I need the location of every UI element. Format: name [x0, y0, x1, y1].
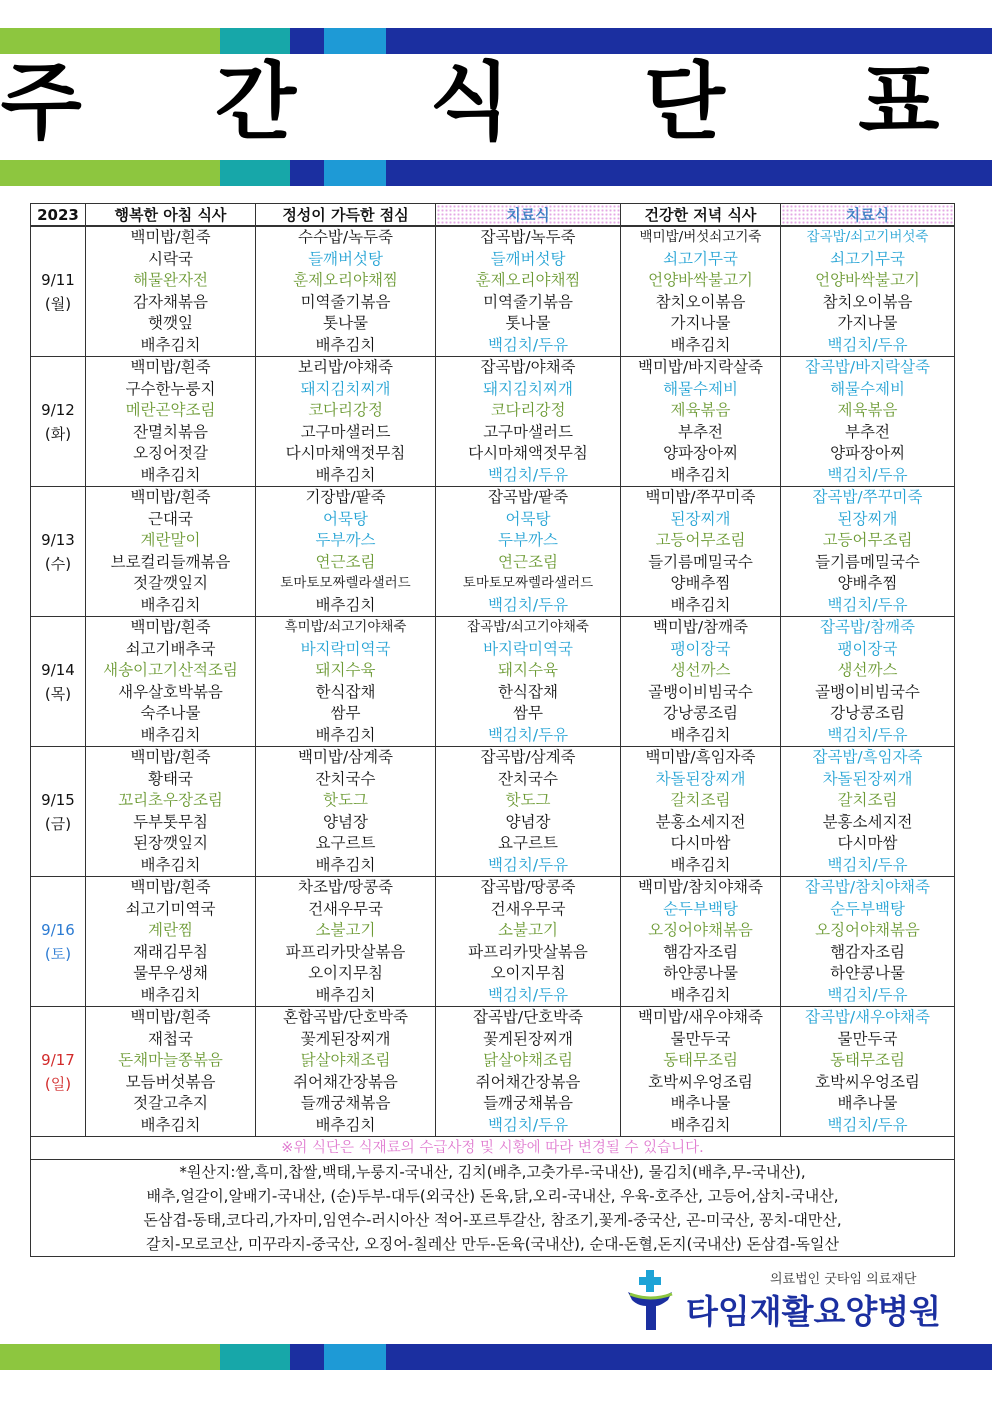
menu-item: 혼합곡밥/단호박죽: [282, 1008, 408, 1026]
menu-item: 백김치/두유: [487, 595, 569, 614]
meal-cell: [86, 357, 256, 487]
day-row: [31, 1007, 955, 1137]
menu-item: 배추김치: [670, 1115, 731, 1134]
meal-cell: [436, 747, 621, 877]
date-cell: [31, 1007, 86, 1137]
menu-item: 닭살야채조림: [483, 1051, 573, 1069]
menu-item: 핫도그: [505, 791, 551, 809]
menu-item: 오징어야채볶음: [815, 921, 920, 939]
menu-table: [30, 203, 955, 1257]
weekday-label: (화): [44, 424, 72, 443]
menu-item: 팽이장국: [670, 639, 731, 658]
menu-item: 잔멸치볶음: [133, 422, 208, 441]
date-cell: [31, 877, 86, 1007]
menu-item: 배추김치: [315, 985, 376, 1004]
menu-item: 계란말이: [140, 531, 201, 549]
menu-item: 백미밥/흰죽: [130, 618, 211, 636]
menu-item: 참치오이볶음: [822, 292, 913, 311]
menu-item: 순두부백탕: [663, 899, 738, 918]
lunch-treatment-header: 치료식: [436, 204, 621, 227]
menu-item: 차돌된장찌개: [655, 769, 746, 788]
menu-item: 동태무조림: [830, 1051, 905, 1069]
origin-line: 갈치-모로코산, 미꾸라지-중국산, 오징어-칠레산 만두-돈육(국내산), 순대-돈혈,돈지(국내산) 돈삼겹-독일산: [146, 1235, 839, 1253]
day-row: [31, 226, 955, 357]
menu-item: 배추김치: [315, 595, 376, 614]
menu-item: 코다리강정: [490, 401, 566, 419]
menu-item: 바지락미역국: [300, 639, 391, 658]
menu-item: 물만두국: [670, 1029, 731, 1048]
menu-item: 구수한누룽지: [125, 379, 216, 398]
page-title: 주 간 식 단 표: [0, 53, 992, 151]
hospital-logo-icon: [624, 1270, 684, 1330]
menu-item: 훈제오리야채찜: [293, 271, 398, 289]
weekday-label: (금): [44, 814, 72, 833]
date-label: 9/17: [41, 1050, 75, 1069]
menu-item: 잡곡밥/참깨죽: [819, 618, 916, 636]
year-header: 2023: [31, 204, 86, 227]
lunch-header: 정성이 가득한 점심: [256, 204, 436, 227]
origin-line: 배추,얼갈이,알배기-국내산, (순)두부-대두(외국산) 돈육,닭,오리-국내산, 우육-호주산, 고등어,삼치-국내산,: [146, 1187, 839, 1205]
menu-item: 오징어야채볶음: [648, 921, 753, 939]
weekday-label: (토): [44, 944, 72, 963]
menu-item: 해물수제비: [830, 379, 905, 398]
menu-item: 젓갈고추지: [133, 1094, 208, 1112]
bottom-stripe: [0, 1344, 992, 1370]
hospital-name: 타임재활요양병원: [686, 1292, 942, 1331]
menu-item: 들기름메밀국수: [648, 552, 753, 571]
menu-item: 백미밥/흰죽: [130, 748, 211, 766]
meal-cell: [86, 747, 256, 877]
menu-item: 한식잡채: [315, 682, 376, 701]
menu-item: 핫도그: [323, 791, 368, 809]
meal-cell: [256, 747, 436, 877]
menu-item: 고구마샐러드: [483, 422, 573, 441]
menu-item: 두부까스: [498, 531, 558, 549]
menu-change-notice: ※위 식단은 식재료의 수급사정 및 시황에 따라 변경될 수 있습니다.: [31, 1137, 955, 1160]
menu-item: 브로컬리들깨볶음: [110, 552, 231, 571]
menu-item: 잡곡밥/녹두죽: [480, 228, 576, 246]
menu-item: 쇠고기배추국: [125, 639, 216, 658]
menu-item: 계란찜: [148, 921, 193, 939]
menu-item: 백김치/두유: [827, 725, 908, 744]
meal-cell: [621, 226, 781, 357]
menu-item: 들기름메밀국수: [815, 552, 920, 571]
menu-item: 건새우무국: [308, 899, 383, 918]
date-cell: [31, 357, 86, 487]
meal-cell: [781, 617, 955, 747]
menu-item: 돈채마늘쫑볶음: [118, 1051, 223, 1069]
date-cell: [31, 617, 86, 747]
meal-cell: [86, 617, 256, 747]
menu-item: 백미밥/바지락살죽: [637, 358, 763, 376]
menu-item: 백김치/두유: [487, 855, 569, 874]
date-label: 9/13: [41, 530, 75, 549]
dinner-treatment-header: 치료식: [781, 204, 955, 227]
menu-item: 백김치/두유: [487, 335, 569, 354]
menu-item: 백미밥/쭈꾸미죽: [645, 488, 756, 506]
origin-line: 돈삼겹-동태,코다리,가자미,임연수-러시아산 적어-포르투갈산, 참조기,꽃게-중국산, 곤-미국산, 꽁치-대만산,: [143, 1211, 842, 1229]
menu-item: 양념장: [323, 812, 368, 831]
menu-item: 배추김치: [315, 465, 376, 484]
menu-item: 파프리카맛살볶음: [468, 942, 588, 961]
menu-item: 해물수제비: [663, 379, 738, 398]
breakfast-header: 행복한 아침 식사: [86, 204, 256, 227]
weekday-label: (목): [44, 684, 72, 703]
meal-cell: [256, 487, 436, 617]
menu-item: 하얀콩나물: [663, 964, 738, 982]
menu-item: 백김치/두유: [487, 725, 569, 744]
meal-cell: [86, 487, 256, 617]
menu-item: 연근조림: [498, 552, 558, 571]
menu-item: 바지락미역국: [483, 639, 573, 658]
menu-item: 두부까스: [315, 531, 376, 549]
menu-item: 된장깻잎지: [133, 834, 208, 852]
menu-item: 백김치/두유: [487, 1115, 569, 1134]
menu-item: 배추김치: [140, 465, 201, 484]
menu-item: 쇠고기무국: [663, 249, 738, 268]
menu-item: 들깨궁채볶음: [300, 1094, 391, 1112]
menu-item: 숙주나물: [140, 704, 201, 722]
menu-item: 어묵탕: [505, 509, 551, 528]
menu-item: 요구르트: [315, 834, 376, 852]
menu-item: 보리밥/야채죽: [297, 358, 394, 376]
meal-cell: [256, 1007, 436, 1137]
menu-item: 백김치/두유: [487, 465, 569, 484]
menu-item: 새송이고기산적조림: [103, 661, 238, 679]
menu-item: 돼지수육: [315, 661, 376, 679]
menu-item: 연근조림: [315, 552, 376, 571]
menu-item: 잡곡밥/삼계죽: [480, 748, 576, 766]
menu-item: 제육볶음: [670, 401, 731, 419]
menu-item: 배추김치: [140, 1115, 201, 1134]
date-cell: [31, 226, 86, 357]
menu-item: 백미밥/흰죽: [130, 488, 211, 506]
meal-cell: [436, 357, 621, 487]
menu-item: 오징어젓갈: [133, 444, 208, 462]
meal-cell: [436, 487, 621, 617]
menu-item: 돼지김치찌개: [300, 379, 391, 398]
meal-cell: [436, 617, 621, 747]
menu-item: 쌈무: [330, 704, 361, 722]
menu-item: 파프리카맛살볶음: [285, 942, 406, 961]
menu-item: 배추김치: [315, 335, 376, 354]
menu-item: 돼지김치찌개: [483, 379, 573, 398]
menu-item: 분홍소세지전: [655, 812, 746, 831]
menu-item: 양파장아찌: [663, 444, 738, 462]
day-row: [31, 357, 955, 487]
menu-item: 배추김치: [315, 725, 376, 744]
menu-item: 하얀콩나물: [830, 964, 905, 982]
menu-item: 분홍소세지전: [822, 812, 913, 831]
meal-cell: [256, 357, 436, 487]
menu-item: 백김치/두유: [487, 985, 569, 1004]
menu-item: 백미밥/참치야채죽: [637, 878, 763, 896]
menu-item: 강낭콩조림: [663, 704, 738, 722]
menu-item: 된장찌개: [837, 509, 898, 528]
meal-cell: [781, 357, 955, 487]
date-label: 9/16: [41, 920, 75, 939]
menu-item: 순두부백탕: [830, 899, 905, 918]
menu-item: 오이지무침: [308, 964, 383, 982]
menu-item: 골뱅이비빔국수: [648, 682, 753, 701]
menu-item: 백김치/두유: [827, 1115, 908, 1134]
menu-item: 들깨버섯탕: [490, 249, 566, 268]
menu-item: 차조밥/땅콩죽: [297, 878, 394, 896]
menu-item: 토마토모짜렐라샐러드: [280, 575, 411, 591]
menu-item: 잡곡밥/바지락살죽: [804, 358, 930, 376]
menu-item: 언양바싹불고기: [815, 271, 920, 289]
meal-cell: [621, 617, 781, 747]
menu-item: 햄감자조림: [830, 942, 905, 961]
menu-item: 잡곡밥/참치야채죽: [804, 878, 930, 896]
menu-item: 새우살호박볶음: [118, 682, 223, 701]
menu-item: 배추김치: [670, 335, 731, 354]
meal-cell: [256, 226, 436, 357]
menu-item: 차돌된장찌개: [822, 769, 913, 788]
menu-item: 백미밥/흰죽: [130, 358, 211, 376]
day-row: [31, 487, 955, 617]
weekday-label: (월): [44, 294, 72, 313]
meal-cell: [256, 877, 436, 1007]
menu-item: 배추김치: [670, 855, 731, 874]
menu-item: 물무우생채: [133, 964, 208, 982]
meal-cell: [621, 487, 781, 617]
menu-item: 백김치/두유: [827, 465, 908, 484]
menu-item: 다시마채액젓무침: [468, 444, 588, 462]
menu-item: 잡곡밥/쇠고기버섯죽: [806, 229, 929, 245]
menu-item: 오이지무침: [490, 964, 566, 982]
menu-item: 잔치국수: [315, 769, 376, 788]
meal-cell: [781, 1007, 955, 1137]
menu-item: 시락국: [148, 249, 193, 268]
menu-item: 쇠고기미역국: [125, 899, 216, 918]
menu-item: 토마토모짜렐라샐러드: [462, 575, 594, 591]
menu-item: 황태국: [148, 769, 193, 788]
date-label: 9/12: [41, 400, 75, 419]
meal-cell: [436, 1007, 621, 1137]
menu-item: 배추김치: [140, 985, 201, 1004]
menu-item: 훈제오리야채찜: [475, 271, 581, 289]
menu-item: 양배추찜: [837, 574, 898, 592]
menu-item: 백김치/두유: [827, 595, 908, 614]
foundation-name: 의료법인 굿타임 의료재단: [770, 1272, 917, 1287]
menu-item: 부추전: [845, 422, 890, 441]
menu-item: 배추김치: [670, 985, 731, 1004]
meal-cell: [621, 357, 781, 487]
menu-item: 잡곡밥/단호박죽: [472, 1008, 584, 1026]
menu-item: 코다리강정: [308, 401, 383, 419]
origin-info: [31, 1160, 955, 1257]
menu-item: 근대국: [148, 509, 193, 528]
date-label: 9/15: [41, 790, 75, 809]
weekday-label: (수): [44, 554, 72, 573]
menu-item: 쌈무: [513, 704, 543, 722]
menu-item: 쥐어채간장볶음: [475, 1072, 581, 1091]
menu-item: 햇깻잎: [148, 314, 193, 332]
menu-item: 흑미밥/쇠고기야채죽: [284, 619, 407, 635]
menu-item: 호박씨우엉조림: [815, 1072, 920, 1091]
menu-item: 된장찌개: [670, 509, 731, 528]
menu-item: 잡곡밥/야채죽: [480, 358, 576, 376]
meal-cell: [436, 226, 621, 357]
menu-item: 생선까스: [670, 661, 731, 679]
menu-item: 가지나물: [670, 314, 731, 332]
menu-item: 꽃게된장찌개: [300, 1029, 391, 1048]
menu-item: 꼬리초우장조림: [118, 791, 223, 809]
menu-item: 배추김치: [140, 335, 201, 354]
menu-item: 백김치/두유: [827, 335, 908, 354]
menu-item: 모듬버섯볶음: [125, 1072, 216, 1091]
menu-item: 잡곡밥/쇠고기야채죽: [467, 619, 589, 635]
menu-item: 생선까스: [837, 661, 898, 679]
menu-item: 백김치/두유: [827, 985, 908, 1004]
menu-item: 건새우무국: [490, 899, 566, 918]
menu-item: 톳나물: [505, 314, 551, 332]
meal-cell: [621, 877, 781, 1007]
menu-item: 제육볶음: [837, 401, 898, 419]
menu-item: 소불고기: [498, 921, 558, 939]
menu-item: 언양바싹불고기: [648, 271, 753, 289]
meal-cell: [86, 226, 256, 357]
menu-item: 참치오이볶음: [655, 292, 746, 311]
menu-item: 배추김치: [140, 725, 201, 744]
top-stripe: [0, 28, 992, 54]
date-label: 9/14: [41, 660, 75, 679]
menu-item: 잡곡밥/땅콩죽: [480, 878, 576, 896]
menu-item: 백미밥/흰죽: [130, 1008, 211, 1026]
menu-item: 미역줄기볶음: [483, 292, 573, 311]
menu-item: 배추김치: [670, 725, 731, 744]
menu-item: 잡곡밥/쭈꾸미죽: [812, 488, 923, 506]
menu-item: 미역줄기볶음: [300, 292, 391, 311]
menu-item: 동태무조림: [663, 1051, 738, 1069]
date-label: 9/11: [41, 270, 75, 289]
menu-item: 양파장아찌: [830, 444, 905, 462]
menu-item: 다시마쌈: [670, 834, 731, 852]
menu-item: 배추김치: [315, 1115, 376, 1134]
menu-item: 재래김무침: [133, 942, 208, 961]
menu-item: 배추나물: [837, 1094, 898, 1112]
menu-item: 백김치/두유: [827, 855, 908, 874]
meal-cell: [781, 226, 955, 357]
menu-item: 햄감자조림: [663, 942, 738, 961]
menu-item: 호박씨우엉조림: [648, 1072, 753, 1091]
menu-item: 배추김치: [670, 595, 731, 614]
meal-cell: [256, 617, 436, 747]
meal-cell: [621, 747, 781, 877]
menu-item: 배추김치: [670, 465, 731, 484]
menu-item: 백미밥/버섯쇠고기죽: [639, 229, 762, 245]
dinner-header: 건강한 저녁 식사: [621, 204, 781, 227]
menu-item: 잡곡밥/새우야채죽: [804, 1008, 930, 1026]
menu-item: 기장밥/팥죽: [305, 488, 386, 506]
menu-item: 배추김치: [315, 855, 376, 874]
menu-item: 어묵탕: [323, 509, 368, 528]
menu-item: 쥐어채간장볶음: [293, 1072, 398, 1091]
menu-item: 해물완자전: [133, 271, 208, 289]
menu-item: 한식잡채: [498, 682, 558, 701]
meal-cell: [436, 877, 621, 1007]
day-row: [31, 617, 955, 747]
day-row: [31, 747, 955, 877]
menu-item: 양배추찜: [670, 574, 731, 592]
menu-item: 골뱅이비빔국수: [815, 682, 920, 701]
menu-item: 가지나물: [837, 314, 898, 332]
menu-item: 잡곡밥/흑임자죽: [812, 748, 923, 766]
menu-item: 메란곤약조림: [125, 401, 216, 419]
menu-item: 요구르트: [498, 834, 558, 852]
menu-item: 꽃게된장찌개: [483, 1029, 573, 1048]
menu-item: 부추전: [678, 422, 723, 441]
day-row: [31, 877, 955, 1007]
menu-item: 다시마채액젓무침: [285, 444, 406, 462]
date-cell: [31, 487, 86, 617]
weekday-label: (일): [44, 1074, 72, 1093]
meal-cell: [781, 747, 955, 877]
origin-line: *원산지:쌀,흑미,찹쌀,백태,누룽지-국내산, 김치(배추,고춧가루-국내산), 물김치(배추,무-국내산),: [179, 1163, 806, 1181]
menu-item: 고등어무조림: [655, 531, 746, 549]
menu-item: 강낭콩조림: [830, 704, 905, 722]
menu-item: 팽이장국: [837, 639, 898, 658]
menu-item: 양념장: [505, 812, 551, 831]
menu-item: 재첩국: [148, 1029, 193, 1048]
menu-item: 고구마샐러드: [300, 422, 391, 441]
menu-item: 쇠고기무국: [830, 249, 905, 268]
header-row: [31, 204, 955, 227]
meal-cell: [86, 1007, 256, 1137]
menu-item: 배추나물: [670, 1094, 731, 1112]
menu-item: 돼지수육: [498, 661, 558, 679]
menu-item: 백미밥/새우야채죽: [637, 1008, 763, 1026]
menu-item: 다시마쌈: [837, 834, 898, 852]
menu-item: 닭살야채조림: [300, 1051, 391, 1069]
meal-cell: [781, 487, 955, 617]
menu-item: 백미밥/흰죽: [130, 228, 211, 246]
menu-item: 수수밥/녹두죽: [297, 228, 394, 246]
menu-item: 배추김치: [140, 855, 201, 874]
menu-item: 들깨버섯탕: [308, 249, 383, 268]
menu-item: 백미밥/흑임자죽: [645, 748, 756, 766]
menu-item: 고등어무조림: [822, 531, 913, 549]
meal-cell: [86, 877, 256, 1007]
menu-item: 두부톳무침: [133, 812, 208, 831]
menu-item: 배추김치: [140, 595, 201, 614]
menu-item: 젓갈깻잎지: [133, 574, 208, 592]
title-stripe: [0, 160, 992, 186]
menu-item: 들깨궁채볶음: [483, 1094, 573, 1112]
menu-item: 물만두국: [837, 1029, 898, 1048]
menu-item: 톳나물: [323, 314, 368, 332]
menu-item: 잡곡밥/팥죽: [487, 488, 569, 506]
menu-item: 감자채볶음: [133, 292, 208, 311]
meal-cell: [621, 1007, 781, 1137]
menu-item: 백미밥/흰죽: [130, 878, 211, 896]
menu-item: 갈치조림: [837, 791, 898, 809]
meal-cell: [781, 877, 955, 1007]
menu-item: 백미밥/참깨죽: [652, 618, 749, 636]
menu-item: 잔치국수: [498, 769, 558, 788]
menu-item: 백미밥/삼계죽: [297, 748, 394, 766]
date-cell: [31, 747, 86, 877]
menu-item: 갈치조림: [670, 791, 731, 809]
menu-item: 소불고기: [315, 921, 376, 939]
